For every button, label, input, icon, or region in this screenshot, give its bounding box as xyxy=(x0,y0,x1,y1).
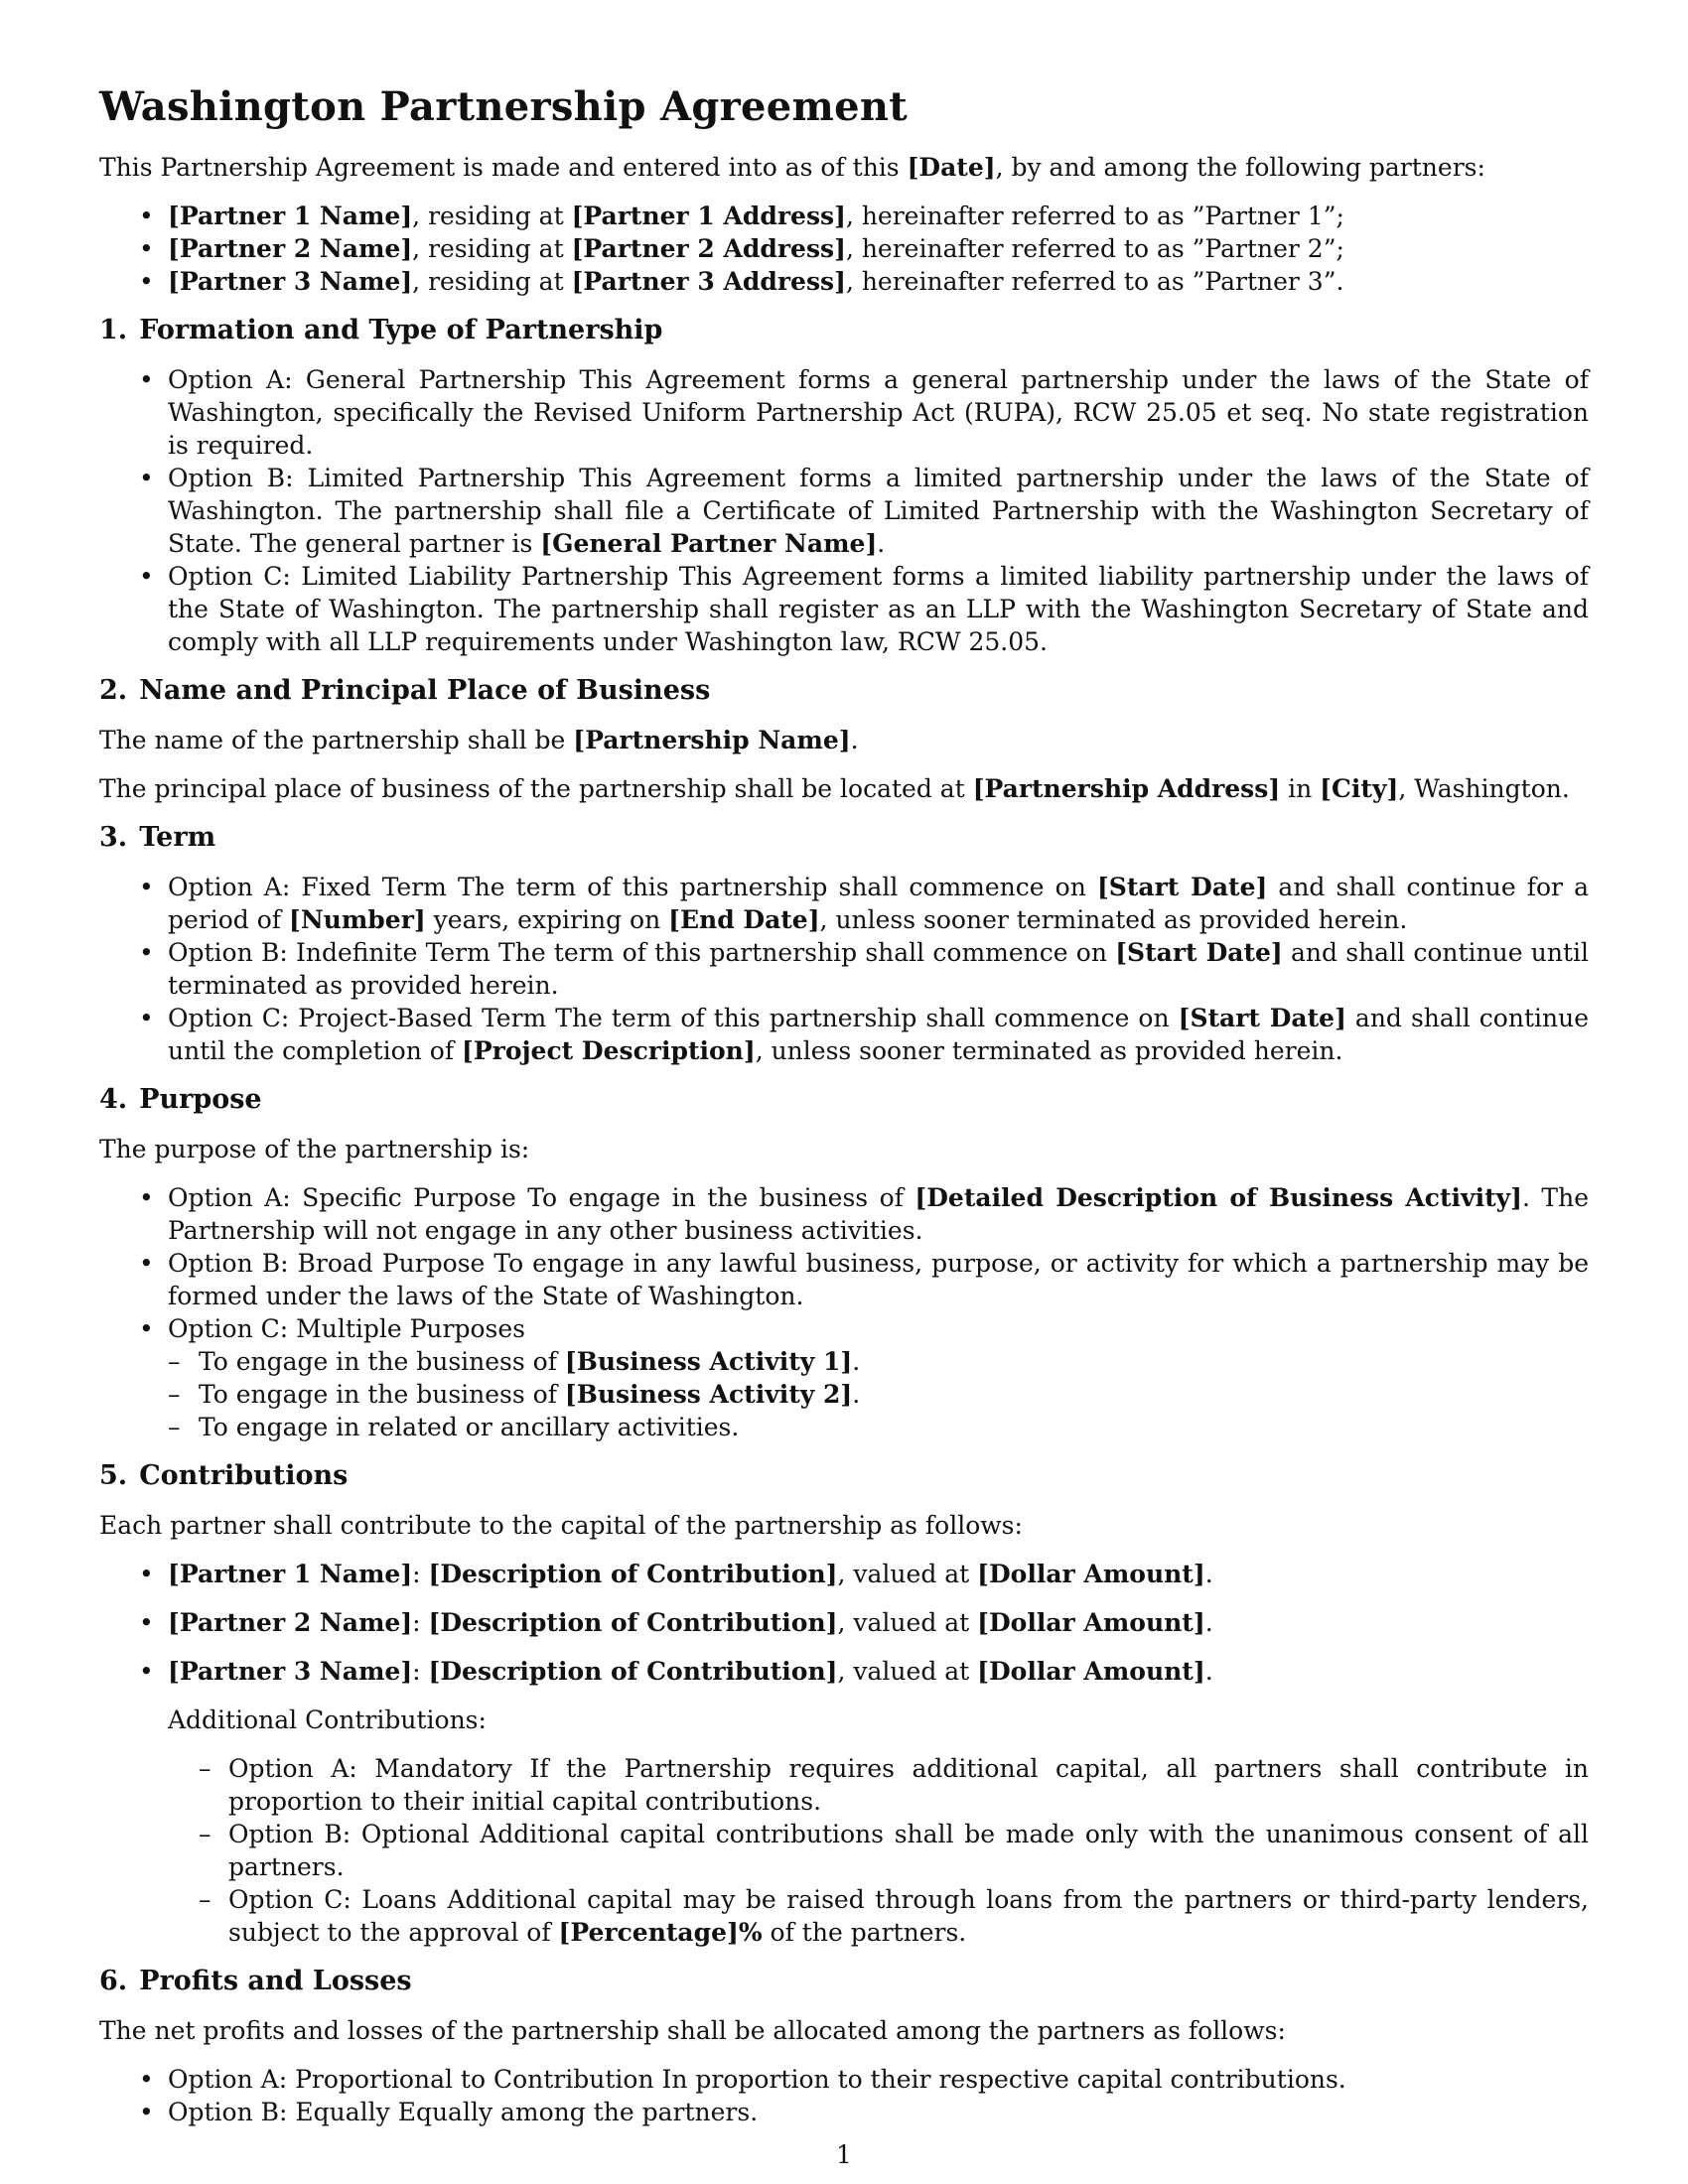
partnership-name-paragraph: The name of the partnership shall be [Partnership Name]. xyxy=(99,726,859,754)
section-heading-term: 3. Term xyxy=(99,822,216,853)
sub-item: – Option B: Optional Additional capital contributions shall be made only with the unanimous consent of all partners. xyxy=(199,1818,1589,1883)
intro-paragraph: This Partnership Agreement is made and entered into as of this [Date], by and among the following partners: xyxy=(99,153,1485,182)
section-heading-purpose: 4. Purpose xyxy=(99,1084,262,1115)
partner-list xyxy=(99,200,1589,298)
contributions-intro: Each partner shall contribute to the capital of the partnership as follows: xyxy=(99,1511,1023,1540)
option-item: • Option C: Multiple Purposes – To engage in the business of [Business Activity 1]. – To engage in the business of [Business Activity 2]. – To engage in related or ancillary activities. xyxy=(99,1312,1589,1443)
contribution-item: • [Partner 1 Name]: [Description of Contribution], valued at [Dollar Amount]. xyxy=(99,1558,1589,1590)
purpose-intro: The purpose of the partnership is: xyxy=(99,1135,530,1163)
page-number: 1 xyxy=(836,2140,852,2169)
contribution-item: • [Partner 2 Name]: [Description of Contribution], valued at [Dollar Amount]. xyxy=(99,1606,1589,1639)
sub-item: – To engage in the business of [Business Activity 2]. xyxy=(168,1378,1589,1411)
option-item: • Option A: Specific Purpose To engage in the business of [Detailed Description of Business Activity]. The Partnership will not engage in any other business activities. xyxy=(99,1181,1589,1247)
sub-item: – Option C: Loans Additional capital may be raised through loans from the partners or third-party lenders, subject to the approval of [Percentage]% of the partners. xyxy=(199,1883,1589,1949)
formation-options xyxy=(99,363,1589,658)
option-item: • Option C: Limited Liability Partnership This Agreement forms a limited liability partnership under the laws of the State of Washington. The partnership shall register as an LLP with the Washington Secretary of State and comply with all LLP requirements under Washington law, RCW 25.05. xyxy=(99,560,1589,658)
option-item: • Option A: General Partnership This Agreement forms a general partnership under the laws of the State of Washington, specifically the Revised Uniform Partnership Act (RUPA), RCW 25.05 et seq. No state registration is required. xyxy=(99,363,1589,462)
contributions-list xyxy=(99,1558,1589,1688)
term-options xyxy=(99,871,1589,1067)
option-item: • Option B: Limited Partnership This Agreement forms a limited partnership under the laws of the State of Washington. The partnership shall file a Certificate of Limited Partnership with the Washington Secretary of State. The general partner is [General Partner Name]. xyxy=(99,462,1589,560)
option-item: • Option B: Indefinite Term The term of this partnership shall commence on [Start Date] and shall continue until terminated as provided herein. xyxy=(99,936,1589,1002)
section-heading-contributions: 5. Contributions xyxy=(99,1460,349,1491)
profits-intro: The net profits and losses of the partnership shall be allocated among the partners as follows: xyxy=(99,2016,1286,2045)
sub-item: – To engage in the business of [Business Activity 1]. xyxy=(168,1345,1589,1378)
profits-options xyxy=(99,2063,1589,2128)
partner-item: • [Partner 1 Name], residing at [Partner 1 Address], hereinafter referred to as ”Partner 1”; xyxy=(99,200,1589,232)
partner-item: • [Partner 2 Name], residing at [Partner 2 Address], hereinafter referred to as ”Partner 2”; xyxy=(99,232,1589,265)
contribution-item: • [Partner 3 Name]: [Description of Contribution], valued at [Dollar Amount]. xyxy=(99,1655,1589,1688)
option-item: • Option A: Proportional to Contribution In proportion to their respective capital contributions. xyxy=(99,2063,1589,2096)
section-heading-profits: 6. Profits and Losses xyxy=(99,1966,412,1996)
multiple-purposes-list xyxy=(168,1345,1589,1443)
option-item: • Option A: Fixed Term The term of this partnership shall commence on [Start Date] and shall continue for a period of [Number] years, expiring on [End Date], unless sooner terminated as provided herein. xyxy=(99,871,1589,936)
document-body xyxy=(99,83,1589,2144)
purpose-options xyxy=(99,1181,1589,1443)
option-item: • Option B: Equally Equally among the partners. xyxy=(99,2096,1589,2128)
principal-place-paragraph: The principal place of business of the partnership shall be located at [Partnership Address] in [City], Washington. xyxy=(99,774,1570,803)
section-heading-formation: 1. Formation and Type of Partnership xyxy=(99,315,663,345)
section-heading-name: 2. Name and Principal Place of Business xyxy=(99,675,711,706)
additional-contributions-label: Additional Contributions: xyxy=(168,1706,487,1734)
additional-contributions-list xyxy=(99,1752,1589,1949)
sub-item: – To engage in related or ancillary activities. xyxy=(168,1411,1589,1443)
sub-item: – Option A: Mandatory If the Partnership requires additional capital, all partners shall contribute in proportion to their initial capital contributions. xyxy=(199,1752,1589,1818)
option-item: • Option B: Broad Purpose To engage in any lawful business, purpose, or activity for which a partnership may be formed under the laws of the State of Washington. xyxy=(99,1247,1589,1312)
partner-item: • [Partner 3 Name], residing at [Partner 3 Address], hereinafter referred to as ”Partner 3”. xyxy=(99,265,1589,298)
document-title: Washington Partnership Agreement xyxy=(99,83,909,130)
date-field: [Date] xyxy=(907,153,996,182)
option-item: • Option C: Project-Based Term The term of this partnership shall commence on [Start Date] and shall continue until the completion of [Project Description], unless sooner terminated as provided herein. xyxy=(99,1002,1589,1067)
